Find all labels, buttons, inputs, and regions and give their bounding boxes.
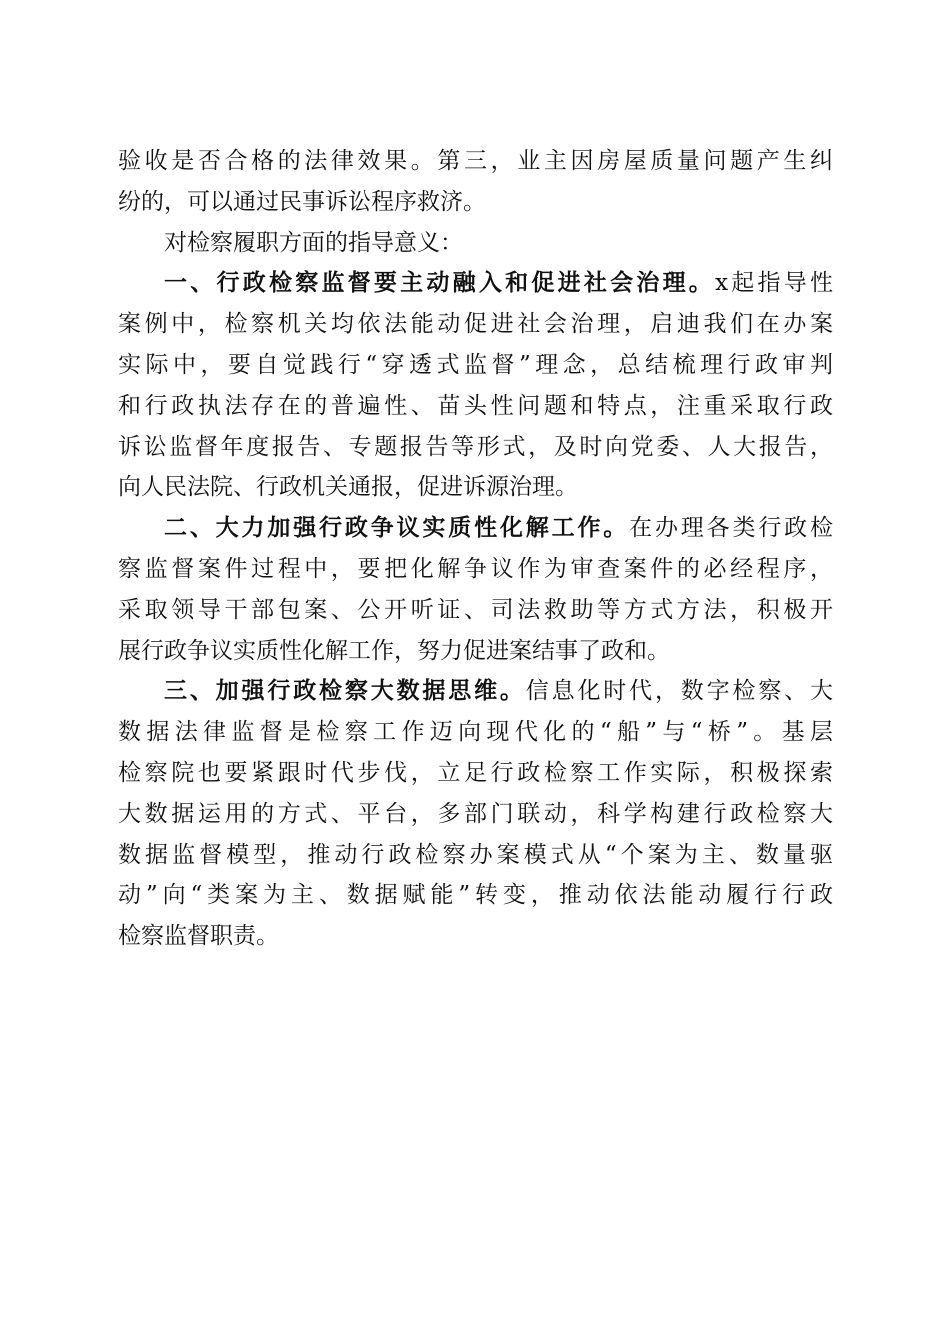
- section-1-heading: 一、行政检察监督要主动融入和促进社会治理。: [164, 269, 716, 297]
- section-1-line-3: 实际中，要自觉践行“穿透式监督”理念，总结梳理行政审判: [118, 351, 833, 378]
- section-1-line-2: 案例中，检察机关均依法能动促进社会治理，启迪我们在办案: [118, 311, 833, 338]
- section-3-line-1-rest: 信息化时代，数字检察、大: [525, 678, 834, 705]
- section-2-line-1-rest: 在办理各类行政检: [629, 515, 834, 542]
- section-1-line-5: 诉讼监督年度报告、专题报告等形式，及时向党委、人大报告，: [118, 433, 833, 460]
- paragraph-1-line-1: 验收是否合格的法律效果。第三，业主因房屋质量问题产生纠: [118, 148, 833, 174]
- section-2-line-4: 展行政争议实质性化解工作，努力促进案结事了政和。: [118, 637, 670, 664]
- section-3-line-7: 检察监督职责。: [118, 923, 279, 950]
- section-1-line-4: 和行政执法存在的普遍性、苗头性问题和特点，注重采取行政: [118, 392, 833, 419]
- document-body: [118, 141, 833, 957]
- section-3-line-4: 大数据运用的方式、平台，多部门联动，科学构建行政检察大: [118, 800, 833, 827]
- section-1-line-1-rest: x起指导性: [715, 270, 833, 297]
- section-3-line-5: 数据监督模型，推动行政检察办案模式从“个案为主、数量驱: [118, 841, 833, 868]
- section-3-line-1: [118, 671, 833, 712]
- section-3-line-3: 检察院也要紧跟时代步伐，立足行政检察工作实际，积极探索: [118, 759, 833, 786]
- section-1-line-1: [118, 263, 833, 304]
- section-3-heading: 三、加强行政检察大数据思维。: [164, 677, 526, 705]
- section-2-line-2: 察监督案件过程中，要把化解争议作为审查案件的必经程序，: [118, 555, 833, 582]
- section-3-line-6: 动”向“类案为主、数据赋能”转变，推动依法能动履行行政: [118, 882, 833, 909]
- paragraph-2-line-1: 对检察履职方面的指导意义：: [164, 229, 463, 256]
- section-2-line-1: [118, 508, 833, 549]
- paragraph-1-line-2: 纷的，可以通过民事诉讼程序救济。: [118, 188, 486, 215]
- section-2-heading: 二、大力加强行政争议实质性化解工作。: [164, 514, 630, 542]
- section-1-line-6: 向人民法院、行政机关通报，促进诉源治理。: [118, 474, 578, 501]
- section-3-line-2: 数据法律监督是检察工作迈向现代化的“船”与“桥”。基层: [118, 719, 833, 746]
- section-2-line-3: 采取领导干部包案、公开听证、司法救助等方式方法，积极开: [118, 596, 833, 623]
